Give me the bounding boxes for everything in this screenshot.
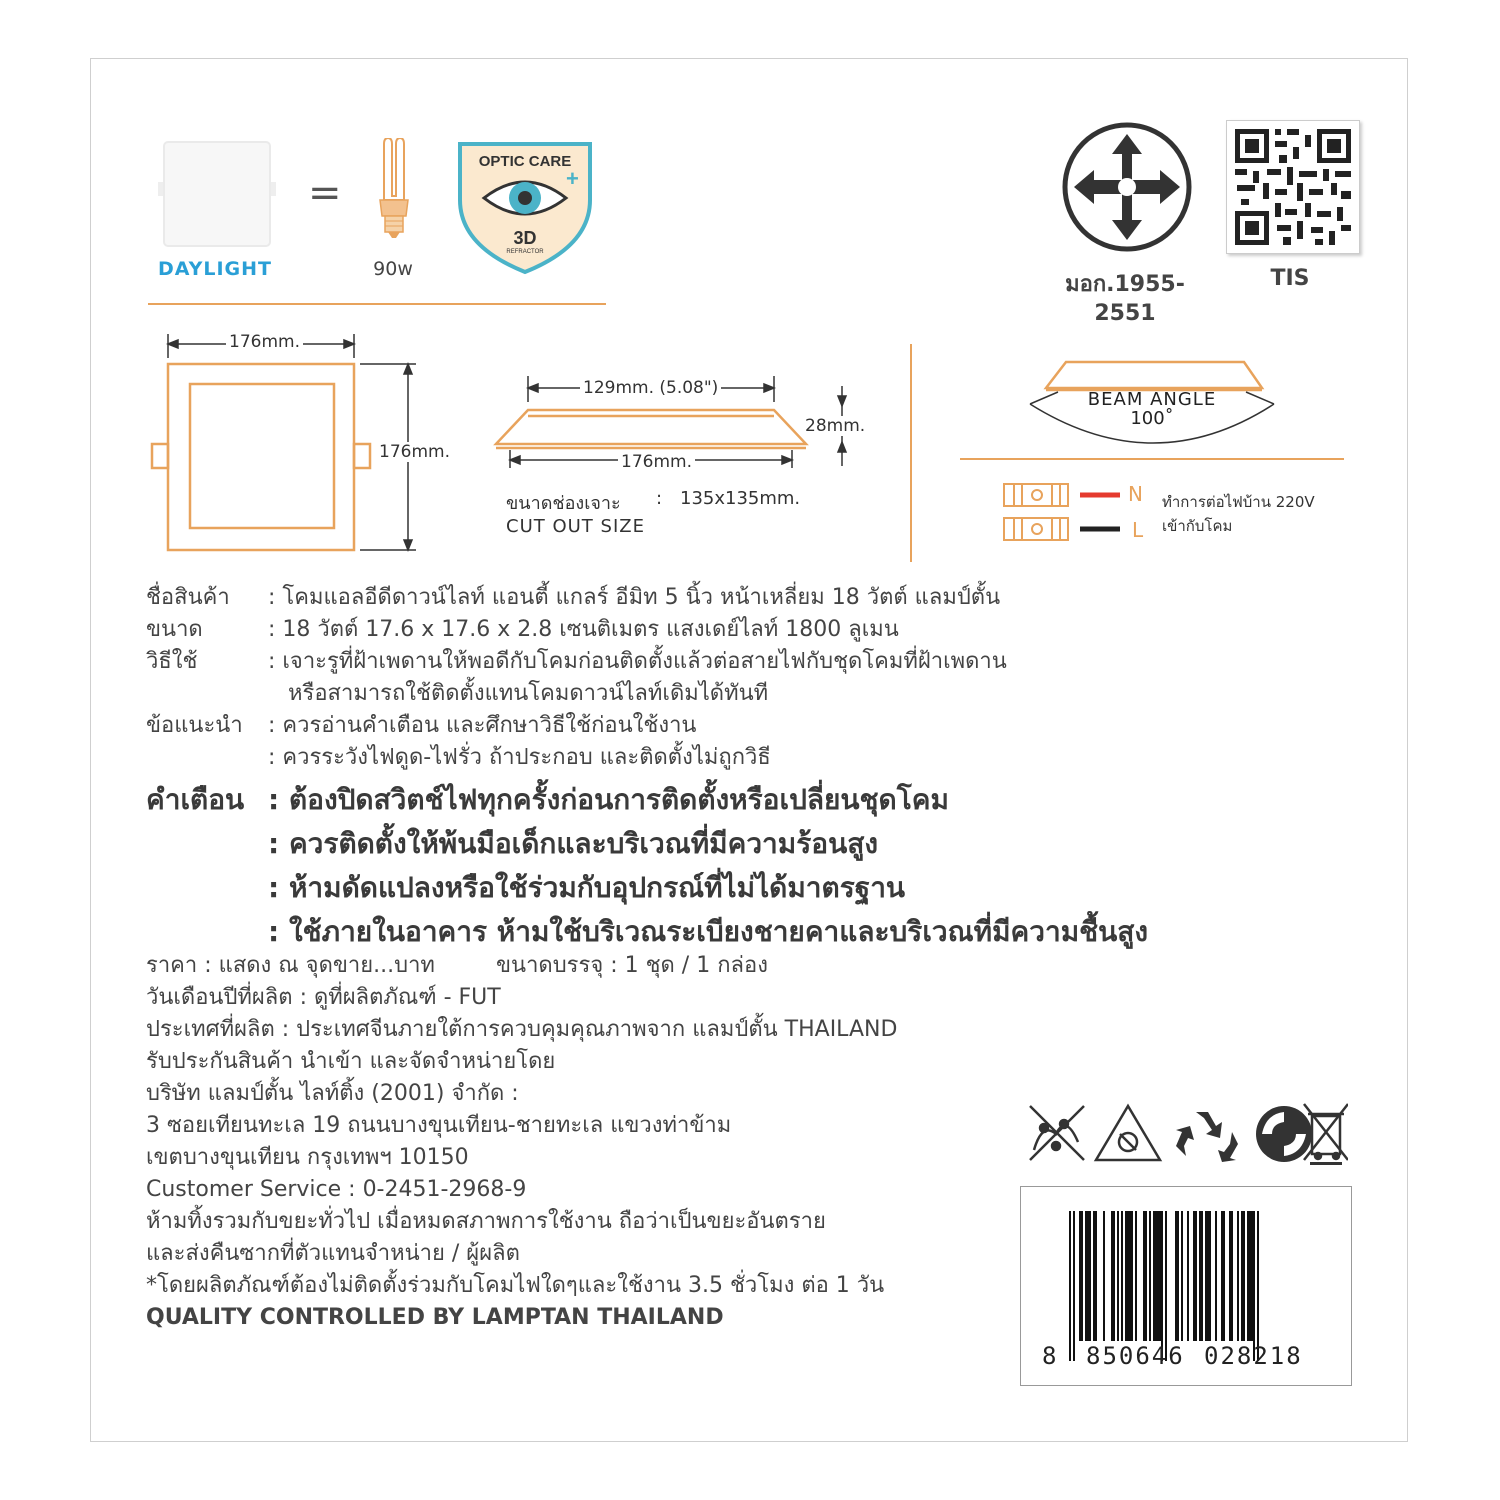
green-dot-icon [1256,1106,1312,1162]
warning-label: คำเตือน [146,783,245,816]
barcode-bar [1181,1211,1183,1341]
usage-value-line1: : เจาะรูที่ฝ้าเพดานให้พอดีกับโคมก่อนติดตั้งแล้วต่อสายไฟกับชุดโคมที่ฝ้าเพดาน [268,649,1007,674]
no-insulation-cover-icon [1030,1106,1084,1160]
square-panel-icon [150,136,285,251]
barcode-bar [1085,1211,1091,1341]
top-divider [148,303,606,305]
barcode-bar [1093,1211,1097,1341]
product-name-value: : โคมแอลอีดีดาวน์ไลท์ แอนตี้ แกลร์ อีมิท 5 นิ้ว หน้าเหลี่ยม 18 วัตต์ แลมป์ตั้น [268,585,1001,610]
tis-standard-mark-icon [1060,120,1194,254]
quality-statement: QUALITY CONTROLLED BY LAMPTAN THAILAND [146,1305,724,1330]
barcode-guard-bar [1165,1211,1167,1361]
advice-value-line2: : ควรระวังไฟดูด-ไฟรั่ว ถ้าประกอบ และติดตั้งไม่ถูกวิธี [268,745,771,770]
disposal-line1: ห้ามทิ้งรวมกับขยะทั่วไป เมื่อหมดสภาพการใช้งาน ถือว่าเป็นขยะอันตราย [146,1209,826,1234]
usage-note: *โดยผลิตภัณฑ์ต้องไม่ติดตั้งร่วมกับโคมไฟใดๆและใช้งาน 3.5 ชั่วโมง ต่อ 1 วัน [146,1273,885,1298]
qr-code [1226,120,1360,254]
vertical-divider [910,344,912,562]
barcode-group2: 028218 [1204,1342,1303,1370]
cutout-label-th: ขนาดช่องเจาะ [506,493,621,514]
barcode-bar [1247,1211,1253,1341]
advice-label: ข้อแนะนำ [146,713,243,738]
product-name-label: ชื่อสินค้า [146,585,230,610]
side-height-label: 28mm. [802,416,868,436]
barcode-bar [1149,1211,1151,1341]
cutout-value: 135x135mm. [680,488,801,509]
cutout-label-en: CUT OUT SIZE [506,516,645,537]
barcode-bar [1143,1211,1147,1341]
barcode-guard-bar [1073,1211,1075,1361]
beam-angle-line1: BEAM ANGLE [1087,389,1217,410]
tis-label: TIS [1270,266,1310,291]
mfg-date-text: วันเดือนปีที่ผลิต : ดูที่ผลิตภัณฑ์ - FUT [146,985,501,1010]
barcode-bar [1187,1211,1189,1341]
package-size-text: ขนาดบรรจุ : 1 ชุด / 1 กล่อง [496,953,768,978]
barcode-bar [1205,1211,1211,1341]
tis-standard-label: มอก.1955-2551 [1065,272,1185,326]
barcode-bar [1215,1211,1217,1341]
barcode-guard-bar [1257,1211,1259,1361]
wire-note-line2: เข้ากับโคม [1162,517,1233,535]
cfl-bulb-icon [372,138,416,242]
optic-care-badge [456,138,594,276]
compliance-icons-row [1026,1102,1348,1166]
badge-line3: REFRACTOR [506,249,544,255]
recycle-icon [1176,1112,1238,1162]
wire-n-label: N [1128,482,1143,506]
svg-text:+: + [566,166,579,191]
barcode-bar [1193,1211,1197,1341]
beam-divider [960,458,1344,460]
wire-note-line1: ทำการต่อไฟบ้าน 220V [1162,493,1315,511]
barcode-group1: 850646 [1086,1342,1185,1370]
origin-text: ประเทศที่ผลิต : ประเทศจีนภายใต้การควบคุมคุณภาพจาก แลมป์ตั้น THAILAND [146,1017,898,1042]
warning-line4: : ใช้ภายในอาคาร ห้ามใช้บริเวณระเบียงชายคาและบริเวณที่มีความชื้นสูง [268,915,1149,948]
side-bottom-label: 176mm. [618,452,695,472]
barcode-bar [1241,1211,1245,1341]
company-text: บริษัท แลมป์ตั้น ไลท์ติ้ง (2001) จำกัด : [146,1081,519,1106]
barcode-bar [1237,1211,1239,1341]
badge-line2: 3D [513,228,537,248]
barcode-bar [1079,1211,1083,1341]
barcode-bar [1121,1211,1123,1341]
badge-line1: OPTIC CARE [478,153,572,170]
barcode-bar [1175,1211,1179,1341]
barcode-bar [1135,1211,1137,1341]
warning-line2: : ควรติดตั้งให้พ้นมือเด็กและบริเวณที่มีความร้อนสูง [268,827,878,860]
barcode-guard-bar [1069,1211,1071,1361]
barcode-bar [1199,1211,1203,1341]
watt-equivalent-label: 90w [373,258,413,280]
side-top-label: 129mm. (5.08") [580,378,721,398]
barcode-bar [1111,1211,1115,1341]
advice-value-line1: : ควรอ่านคำเตือน และศึกษาวิธีใช้ก่อนใช้งาน [268,713,697,738]
cutout-sep: : [656,488,663,509]
equals-sign: = [308,170,342,216]
warning-line3: : ห้ามดัดแปลงหรือใช้ร่วมกับอุปกรณ์ที่ไม่ได้มาตรฐาน [268,871,906,904]
size-value: : 18 วัตต์ 17.6 x 17.6 x 2.8 เซนติเมตร แสงเดย์ไลท์ 1800 ลูเมน [268,617,899,642]
barcode-bar [1125,1211,1133,1341]
front-width-label: 176mm. [226,332,303,352]
price-text: ราคา : แสดง ณ จุดขาย...บาท [146,953,435,978]
size-label: ขนาด [146,617,203,642]
address-line2: เขตบางขุนเทียน กรุงเทพฯ 10150 [146,1145,469,1170]
barcode-bar [1153,1211,1161,1341]
barcode-bar [1221,1211,1225,1341]
barcode-first-digit: 8 [1042,1342,1057,1370]
beam-angle-line2: 100˚ [1130,408,1174,429]
barcode-bar [1117,1211,1119,1341]
warning-line1: : ต้องปิดสวิตช์ไฟทุกครั้งก่อนการติดตั้งหรือเปลี่ยนชุดโคม [268,783,949,816]
barcode-bar [1229,1211,1233,1341]
address-line1: 3 ซอยเทียนทะเล 19 ถนนบางขุนเทียน-ชายทะเล แขวงท่าข้าม [146,1113,732,1138]
warning-triangle-icon [1096,1106,1160,1160]
wire-l-label: L [1132,518,1144,542]
barcode-guard-bar [1253,1211,1255,1361]
daylight-label: DAYLIGHT [157,258,273,280]
barcode-guard-bar [1161,1211,1163,1361]
usage-value-line2: หรือสามารถใช้ติดตั้งแทนโคมดาวน์ไลท์เดิมได้ทันที [288,681,769,706]
importer-text: รับประกันสินค้า นำเข้า และจัดจำหน่ายโดย [146,1049,556,1074]
wiring-connector-icon [1000,480,1130,546]
customer-service-text: Customer Service : 0-2451-2968-9 [146,1177,527,1202]
usage-label: วิธีใช้ [146,649,198,674]
front-height-label: 176mm. [376,442,453,462]
disposal-line2: และส่งคืนซากที่ตัวแทนจำหน่าย / ผู้ผลิต [146,1241,520,1266]
barcode-bar [1103,1211,1105,1341]
